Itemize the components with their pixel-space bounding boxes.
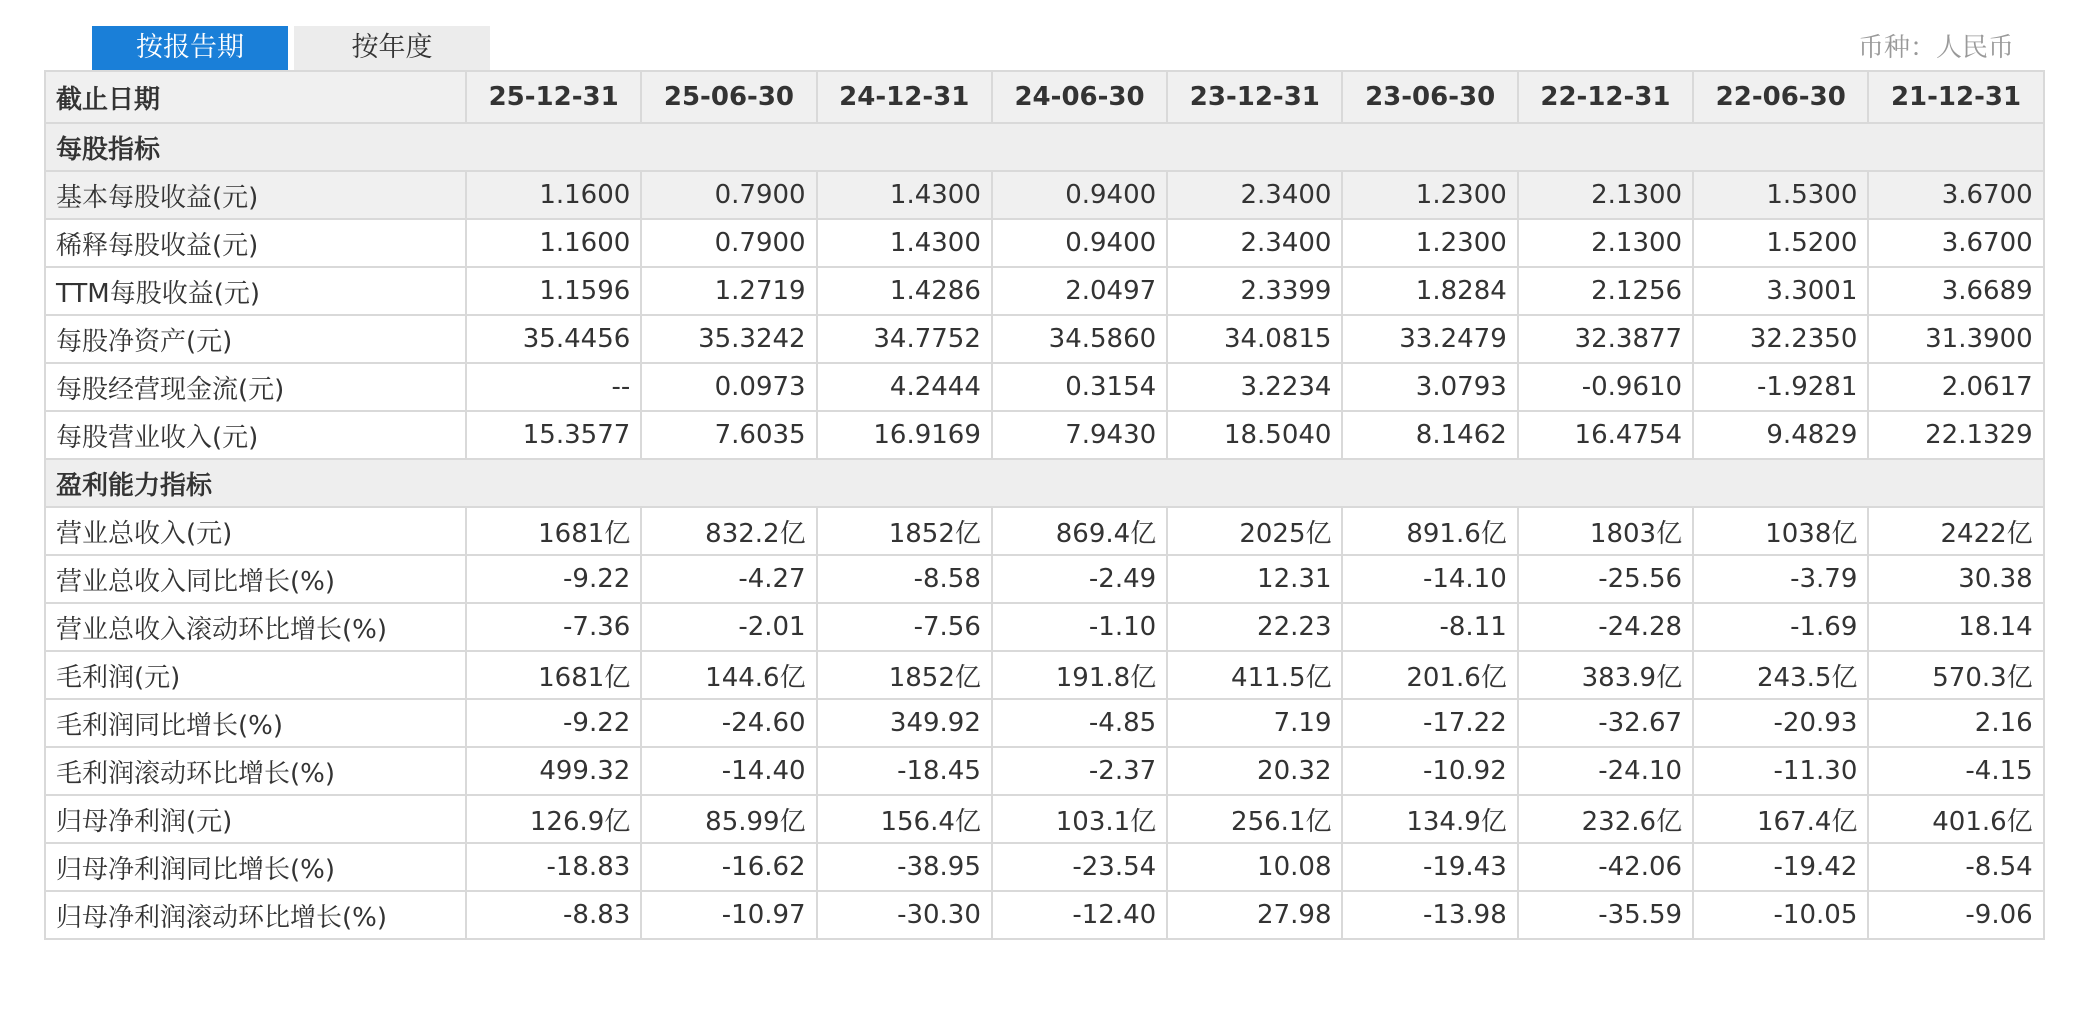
table-row: [45, 603, 2044, 651]
period-tabs: [92, 26, 490, 70]
header-column-date: 22-12-31: [1518, 71, 1693, 123]
table-cell: 167.4亿: [1693, 795, 1868, 843]
table-row: [45, 747, 2044, 795]
table-cell: -23.54: [992, 843, 1167, 891]
table-cell: -18.45: [817, 747, 992, 795]
table-row: [45, 843, 2044, 891]
financial-table: [44, 70, 2045, 940]
table-cell: 35.3242: [641, 315, 816, 363]
tab-by-year[interactable]: 按年度: [294, 26, 490, 70]
header-column-date: 21-12-31: [1868, 71, 2043, 123]
table-cell: -35.59: [1518, 891, 1693, 939]
table-row: [45, 651, 2044, 699]
table-cell: -8.54: [1868, 843, 2043, 891]
table-cell: 134.9亿: [1342, 795, 1517, 843]
section-header-row: [45, 123, 2044, 171]
table-cell: 2.1300: [1518, 171, 1693, 219]
table-cell: 7.19: [1167, 699, 1342, 747]
header-column-date: 22-06-30: [1693, 71, 1868, 123]
table-cell: -1.69: [1693, 603, 1868, 651]
row-label: 基本每股收益(元): [45, 171, 466, 219]
table-cell: -1.9281: [1693, 363, 1868, 411]
row-label: 营业总收入滚动环比增长(%): [45, 603, 466, 651]
header-column-date: 25-12-31: [466, 71, 641, 123]
row-label: 归母净利润滚动环比增长(%): [45, 891, 466, 939]
table-cell: -20.93: [1693, 699, 1868, 747]
table-cell: -12.40: [992, 891, 1167, 939]
table-cell: 1.4300: [817, 171, 992, 219]
table-row: [45, 507, 2044, 555]
table-cell: -2.37: [992, 747, 1167, 795]
section-title: 每股指标: [45, 123, 2044, 171]
table-body: [45, 123, 2044, 939]
table-cell: 1.2719: [641, 267, 816, 315]
table-row: [45, 699, 2044, 747]
section-header-row: [45, 459, 2044, 507]
table-row: [45, 795, 2044, 843]
table-cell: 1.5300: [1693, 171, 1868, 219]
table-cell: 1681亿: [466, 507, 641, 555]
table-cell: -10.05: [1693, 891, 1868, 939]
table-cell: -11.30: [1693, 747, 1868, 795]
table-cell: 9.4829: [1693, 411, 1868, 459]
table-cell: 1.4300: [817, 219, 992, 267]
table-cell: 1038亿: [1693, 507, 1868, 555]
table-cell: 869.4亿: [992, 507, 1167, 555]
table-cell: 3.6700: [1868, 219, 2043, 267]
table-cell: 2.16: [1868, 699, 2043, 747]
table-cell: 2422亿: [1868, 507, 2043, 555]
table-cell: 32.2350: [1693, 315, 1868, 363]
table-cell: 256.1亿: [1167, 795, 1342, 843]
table-cell: 1.5200: [1693, 219, 1868, 267]
table-row: [45, 267, 2044, 315]
table-cell: 201.6亿: [1342, 651, 1517, 699]
table-cell: 1852亿: [817, 651, 992, 699]
table-cell: 30.38: [1868, 555, 2043, 603]
tab-by-report-period[interactable]: 按报告期: [92, 26, 288, 70]
table-row: [45, 363, 2044, 411]
table-cell: -1.10: [992, 603, 1167, 651]
table-cell: -24.28: [1518, 603, 1693, 651]
table-cell: -0.9610: [1518, 363, 1693, 411]
table-cell: -18.83: [466, 843, 641, 891]
table-cell: -16.62: [641, 843, 816, 891]
table-cell: 349.92: [817, 699, 992, 747]
row-label: 每股净资产(元): [45, 315, 466, 363]
table-cell: 3.6700: [1868, 171, 2043, 219]
table-cell: 1681亿: [466, 651, 641, 699]
table-cell: 126.9亿: [466, 795, 641, 843]
table-cell: 18.14: [1868, 603, 2043, 651]
table-cell: 7.9430: [992, 411, 1167, 459]
table-cell: 2.0497: [992, 267, 1167, 315]
table-cell: -9.06: [1868, 891, 2043, 939]
table-cell: -9.22: [466, 699, 641, 747]
table-cell: 34.0815: [1167, 315, 1342, 363]
table-cell: -24.60: [641, 699, 816, 747]
table-cell: 2.3399: [1167, 267, 1342, 315]
table-cell: 1803亿: [1518, 507, 1693, 555]
row-label: 营业总收入(元): [45, 507, 466, 555]
table-cell: 0.9400: [992, 219, 1167, 267]
table-cell: 35.4456: [466, 315, 641, 363]
table-cell: 0.9400: [992, 171, 1167, 219]
header-column-date: 24-06-30: [992, 71, 1167, 123]
table-cell: -14.10: [1342, 555, 1517, 603]
table-row: [45, 555, 2044, 603]
table-header-row: [45, 71, 2044, 123]
table-cell: 27.98: [1167, 891, 1342, 939]
section-title: 盈利能力指标: [45, 459, 2044, 507]
table-cell: 16.9169: [817, 411, 992, 459]
table-cell: 22.1329: [1868, 411, 2043, 459]
table-cell: 156.4亿: [817, 795, 992, 843]
header-column-date: 24-12-31: [817, 71, 992, 123]
table-cell: 1.1596: [466, 267, 641, 315]
table-cell: -24.10: [1518, 747, 1693, 795]
table-cell: -13.98: [1342, 891, 1517, 939]
table-cell: -30.30: [817, 891, 992, 939]
table-cell: -2.49: [992, 555, 1167, 603]
table-cell: 411.5亿: [1167, 651, 1342, 699]
table-cell: 22.23: [1167, 603, 1342, 651]
table-cell: -7.56: [817, 603, 992, 651]
table-cell: 232.6亿: [1518, 795, 1693, 843]
table-cell: 85.99亿: [641, 795, 816, 843]
table-cell: 383.9亿: [1518, 651, 1693, 699]
table-cell: -8.58: [817, 555, 992, 603]
table-cell: -19.42: [1693, 843, 1868, 891]
table-cell: 34.5860: [992, 315, 1167, 363]
table-cell: 0.3154: [992, 363, 1167, 411]
table-cell: 401.6亿: [1868, 795, 2043, 843]
table-cell: 103.1亿: [992, 795, 1167, 843]
table-cell: 191.8亿: [992, 651, 1167, 699]
table-cell: 0.0973: [641, 363, 816, 411]
table-cell: 2.1300: [1518, 219, 1693, 267]
table-cell: -25.56: [1518, 555, 1693, 603]
table-cell: -7.36: [466, 603, 641, 651]
table-cell: -10.92: [1342, 747, 1517, 795]
table-cell: -8.83: [466, 891, 641, 939]
table-cell: 1852亿: [817, 507, 992, 555]
table-cell: 1.4286: [817, 267, 992, 315]
table-cell: 1.2300: [1342, 171, 1517, 219]
table-row: [45, 171, 2044, 219]
table-cell: 3.6689: [1868, 267, 2043, 315]
table-cell: 4.2444: [817, 363, 992, 411]
table-cell: -8.11: [1342, 603, 1517, 651]
table-cell: -19.43: [1342, 843, 1517, 891]
table-row: [45, 219, 2044, 267]
table-cell: 33.2479: [1342, 315, 1517, 363]
table-cell: -10.97: [641, 891, 816, 939]
table-cell: 18.5040: [1167, 411, 1342, 459]
table-cell: 832.2亿: [641, 507, 816, 555]
table-row: [45, 315, 2044, 363]
table-cell: -4.85: [992, 699, 1167, 747]
table-cell: 2.3400: [1167, 219, 1342, 267]
table-cell: 891.6亿: [1342, 507, 1517, 555]
table-cell: -42.06: [1518, 843, 1693, 891]
financial-table-container: [44, 70, 2043, 940]
table-cell: 3.0793: [1342, 363, 1517, 411]
table-cell: -17.22: [1342, 699, 1517, 747]
table-cell: 8.1462: [1342, 411, 1517, 459]
table-cell: -14.40: [641, 747, 816, 795]
table-cell: 12.31: [1167, 555, 1342, 603]
table-cell: 144.6亿: [641, 651, 816, 699]
table-cell: 1.2300: [1342, 219, 1517, 267]
table-cell: 0.7900: [641, 219, 816, 267]
table-cell: -4.27: [641, 555, 816, 603]
table-cell: 3.3001: [1693, 267, 1868, 315]
table-cell: 10.08: [1167, 843, 1342, 891]
table-cell: -32.67: [1518, 699, 1693, 747]
table-cell: 570.3亿: [1868, 651, 2043, 699]
header-column-date: 23-06-30: [1342, 71, 1517, 123]
table-cell: -2.01: [641, 603, 816, 651]
table-cell: -38.95: [817, 843, 992, 891]
header-date-label: 截止日期: [45, 71, 466, 123]
row-label: 毛利润同比增长(%): [45, 699, 466, 747]
row-label: TTM每股收益(元): [45, 267, 466, 315]
table-cell: 2025亿: [1167, 507, 1342, 555]
table-cell: 7.6035: [641, 411, 816, 459]
table-cell: 34.7752: [817, 315, 992, 363]
table-cell: 499.32: [466, 747, 641, 795]
row-label: 毛利润(元): [45, 651, 466, 699]
row-label: 稀释每股收益(元): [45, 219, 466, 267]
row-label: 每股营业收入(元): [45, 411, 466, 459]
row-label: 归母净利润(元): [45, 795, 466, 843]
header-column-date: 25-06-30: [641, 71, 816, 123]
table-cell: 2.0617: [1868, 363, 2043, 411]
table-cell: 2.3400: [1167, 171, 1342, 219]
table-cell: 31.3900: [1868, 315, 2043, 363]
table-cell: 1.1600: [466, 219, 641, 267]
row-label: 每股经营现金流(元): [45, 363, 466, 411]
table-cell: 3.2234: [1167, 363, 1342, 411]
header-column-date: 23-12-31: [1167, 71, 1342, 123]
row-label: 归母净利润同比增长(%): [45, 843, 466, 891]
table-cell: --: [466, 363, 641, 411]
table-cell: 15.3577: [466, 411, 641, 459]
table-cell: 2.1256: [1518, 267, 1693, 315]
table-cell: 16.4754: [1518, 411, 1693, 459]
table-cell: -3.79: [1693, 555, 1868, 603]
table-cell: 20.32: [1167, 747, 1342, 795]
table-cell: 243.5亿: [1693, 651, 1868, 699]
table-cell: 0.7900: [641, 171, 816, 219]
table-row: [45, 411, 2044, 459]
row-label: 毛利润滚动环比增长(%): [45, 747, 466, 795]
table-cell: -9.22: [466, 555, 641, 603]
table-cell: -4.15: [1868, 747, 2043, 795]
row-label: 营业总收入同比增长(%): [45, 555, 466, 603]
currency-label: 币种：人民币: [1857, 33, 2014, 63]
table-cell: 32.3877: [1518, 315, 1693, 363]
table-cell: 1.1600: [466, 171, 641, 219]
table-cell: 1.8284: [1342, 267, 1517, 315]
table-row: [45, 891, 2044, 939]
